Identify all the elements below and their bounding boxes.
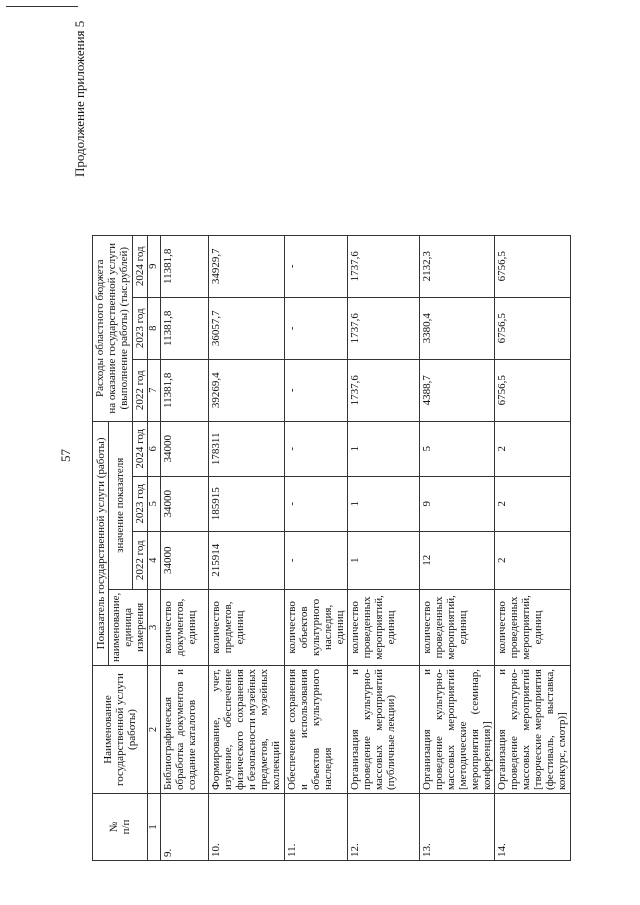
row-index: 11. (285, 794, 348, 861)
budget-2023: - (285, 297, 348, 359)
service-name: Организация и проведение культурно-массовых мероприятий (публичные лекции) (348, 666, 420, 794)
budget-2023: 6756,5 (495, 297, 571, 359)
value-2023: 9 (420, 476, 495, 531)
row-index: 12. (348, 794, 420, 861)
header-values-group: значение показателя (109, 421, 133, 589)
header-year-2023: 2023 год (132, 476, 147, 531)
budget-2023: 11381,8 (161, 297, 209, 359)
budget-2024: 34929,7 (209, 235, 285, 297)
header-budget-2023: 2023 год (132, 297, 147, 359)
value-2023: - (285, 476, 348, 531)
budget-2022: 6756,5 (495, 359, 571, 421)
value-2022: 12 (420, 531, 495, 589)
indicator-unit: количество проведенных мероприятий, единиц (348, 589, 420, 665)
table-row (285, 235, 348, 860)
row-index: 14. (495, 794, 571, 861)
appendix-caption: Продолжение приложения 5 (72, 20, 87, 177)
table-row (420, 235, 495, 860)
budget-2023: 36057,7 (209, 297, 285, 359)
value-2022: 34000 (161, 531, 209, 589)
services-table (92, 235, 571, 861)
value-2024: 5 (420, 421, 495, 476)
budget-2022: 39269,4 (209, 359, 285, 421)
service-name: Обеспечение сохранения и использования объектов культурного наследия (285, 666, 348, 794)
value-2022: 2 (495, 531, 571, 589)
header-no: № п/п (93, 794, 148, 861)
header-year-2022: 2022 год (132, 531, 147, 589)
row-index: 10. (209, 794, 285, 861)
header-year-2024: 2024 год (132, 421, 147, 476)
col-number: 5 (148, 476, 161, 531)
header-indicator-group: Показатель государственной услуги (работы) (93, 421, 109, 665)
indicator-unit: количество объектов культурного наследия, единиц (285, 589, 348, 665)
service-name: Организация и проведение культурно-массовых мероприятий [творческие мероприятия (фестиваль, выставка, конкурс, смотр)] (495, 666, 571, 794)
indicator-unit: количество проведенных мероприятий, единиц (495, 589, 571, 665)
service-name: Формирование, учет, изучение, обеспечение физического сохранения и безопасности музейных предметов, музейных коллекций (209, 666, 285, 794)
col-number: 3 (148, 589, 161, 665)
budget-2022: 4388,7 (420, 359, 495, 421)
row-index: 9. (161, 794, 209, 861)
budget-2024: 2132,3 (420, 235, 495, 297)
col-number: 4 (148, 531, 161, 589)
col-number: 2 (148, 666, 161, 794)
value-2022: 215914 (209, 531, 285, 589)
budget-2022: 1737,6 (348, 359, 420, 421)
budget-2023: 3380,4 (420, 297, 495, 359)
header-budget-2024: 2024 год (132, 235, 147, 297)
value-2024: 2 (495, 421, 571, 476)
table-row (495, 235, 571, 860)
col-number: 6 (148, 421, 161, 476)
col-number: 1 (148, 794, 161, 861)
indicator-unit: количество проведенных мероприятий, единиц (420, 589, 495, 665)
table-row (348, 235, 420, 860)
value-2023: 185915 (209, 476, 285, 531)
header-service-name: Наименование государственной услуги (работы) (93, 666, 148, 794)
budget-2023: 1737,6 (348, 297, 420, 359)
budget-2024: - (285, 235, 348, 297)
value-2024: 1 (348, 421, 420, 476)
col-number: 7 (148, 359, 161, 421)
budget-2024: 11381,8 (161, 235, 209, 297)
value-2023: 34000 (161, 476, 209, 531)
budget-2022: - (285, 359, 348, 421)
page-number: 57 (58, 449, 73, 462)
value-2022: 1 (348, 531, 420, 589)
budget-2024: 1737,6 (348, 235, 420, 297)
value-2023: 1 (348, 476, 420, 531)
service-name: Организация и проведение культурно-массовых мероприятий [методические мероприятия (семинар, конференция)] (420, 666, 495, 794)
row-index: 13. (420, 794, 495, 861)
value-2024: 178311 (209, 421, 285, 476)
value-2023: 2 (495, 476, 571, 531)
table-row (209, 235, 285, 860)
value-2022: - (285, 531, 348, 589)
header-unit: наименование, единица измерения (109, 589, 148, 665)
col-number: 9 (148, 235, 161, 297)
service-name: Библиографическая обработка документов и создание каталогов (161, 666, 209, 794)
header-budget-group: Расходы областного бюджета на оказание государственной услуги (выполнение работы) (тыс.рублей) (93, 235, 133, 421)
value-2024: - (285, 421, 348, 476)
table-row (161, 235, 209, 860)
header-budget-2022: 2022 год (132, 359, 147, 421)
indicator-unit: количество документов, единиц (161, 589, 209, 665)
value-2024: 34000 (161, 421, 209, 476)
col-number: 8 (148, 297, 161, 359)
budget-2024: 6756,5 (495, 235, 571, 297)
indicator-unit: количество предметов, единиц (209, 589, 285, 665)
budget-2022: 11381,8 (161, 359, 209, 421)
